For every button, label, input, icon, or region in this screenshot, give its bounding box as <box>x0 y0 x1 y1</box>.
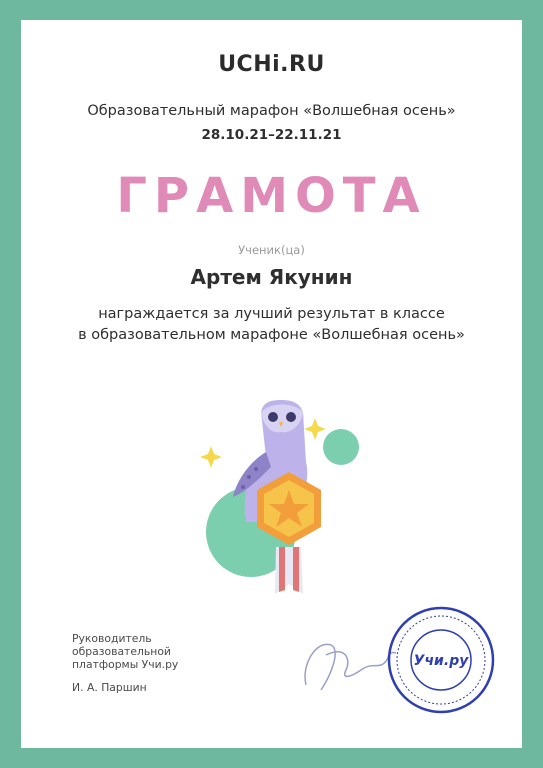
handwritten-signature <box>305 644 396 690</box>
owl-medal-illustration <box>191 372 361 602</box>
signature-line-1: Руководитель <box>72 632 152 645</box>
certificate-title: ГРАМОТА <box>116 168 427 224</box>
signature-block <box>72 632 178 671</box>
sparkle-icon <box>304 418 326 440</box>
sparkle-icon <box>330 482 342 494</box>
uchi-logo: UCHi.RU <box>218 52 325 77</box>
recipient-name: Артем Якунин <box>190 265 353 289</box>
certificate-sheet <box>21 20 522 748</box>
award-reason-line-1: награждается за лучший результат в классе <box>98 306 445 322</box>
green-circle-small <box>323 429 359 465</box>
signature-line-2: образовательной <box>72 645 171 658</box>
stamp-label: Учи.ру <box>413 653 469 669</box>
event-dates: 28.10.21–22.11.21 <box>201 127 342 143</box>
signature-stamp <box>291 595 511 725</box>
signature-line-3: платформы Учи.ру <box>72 658 179 671</box>
signatory-name: И. А. Паршин <box>72 681 147 694</box>
sparkle-icon <box>200 446 222 468</box>
award-reason-line-2: в образовательном марафоне «Волшебная осень» <box>78 327 465 343</box>
recipient-role: Ученик(ца) <box>238 243 305 257</box>
award-reason <box>21 304 522 346</box>
event-title: Образовательный марафон «Волшебная осень» <box>87 103 456 119</box>
